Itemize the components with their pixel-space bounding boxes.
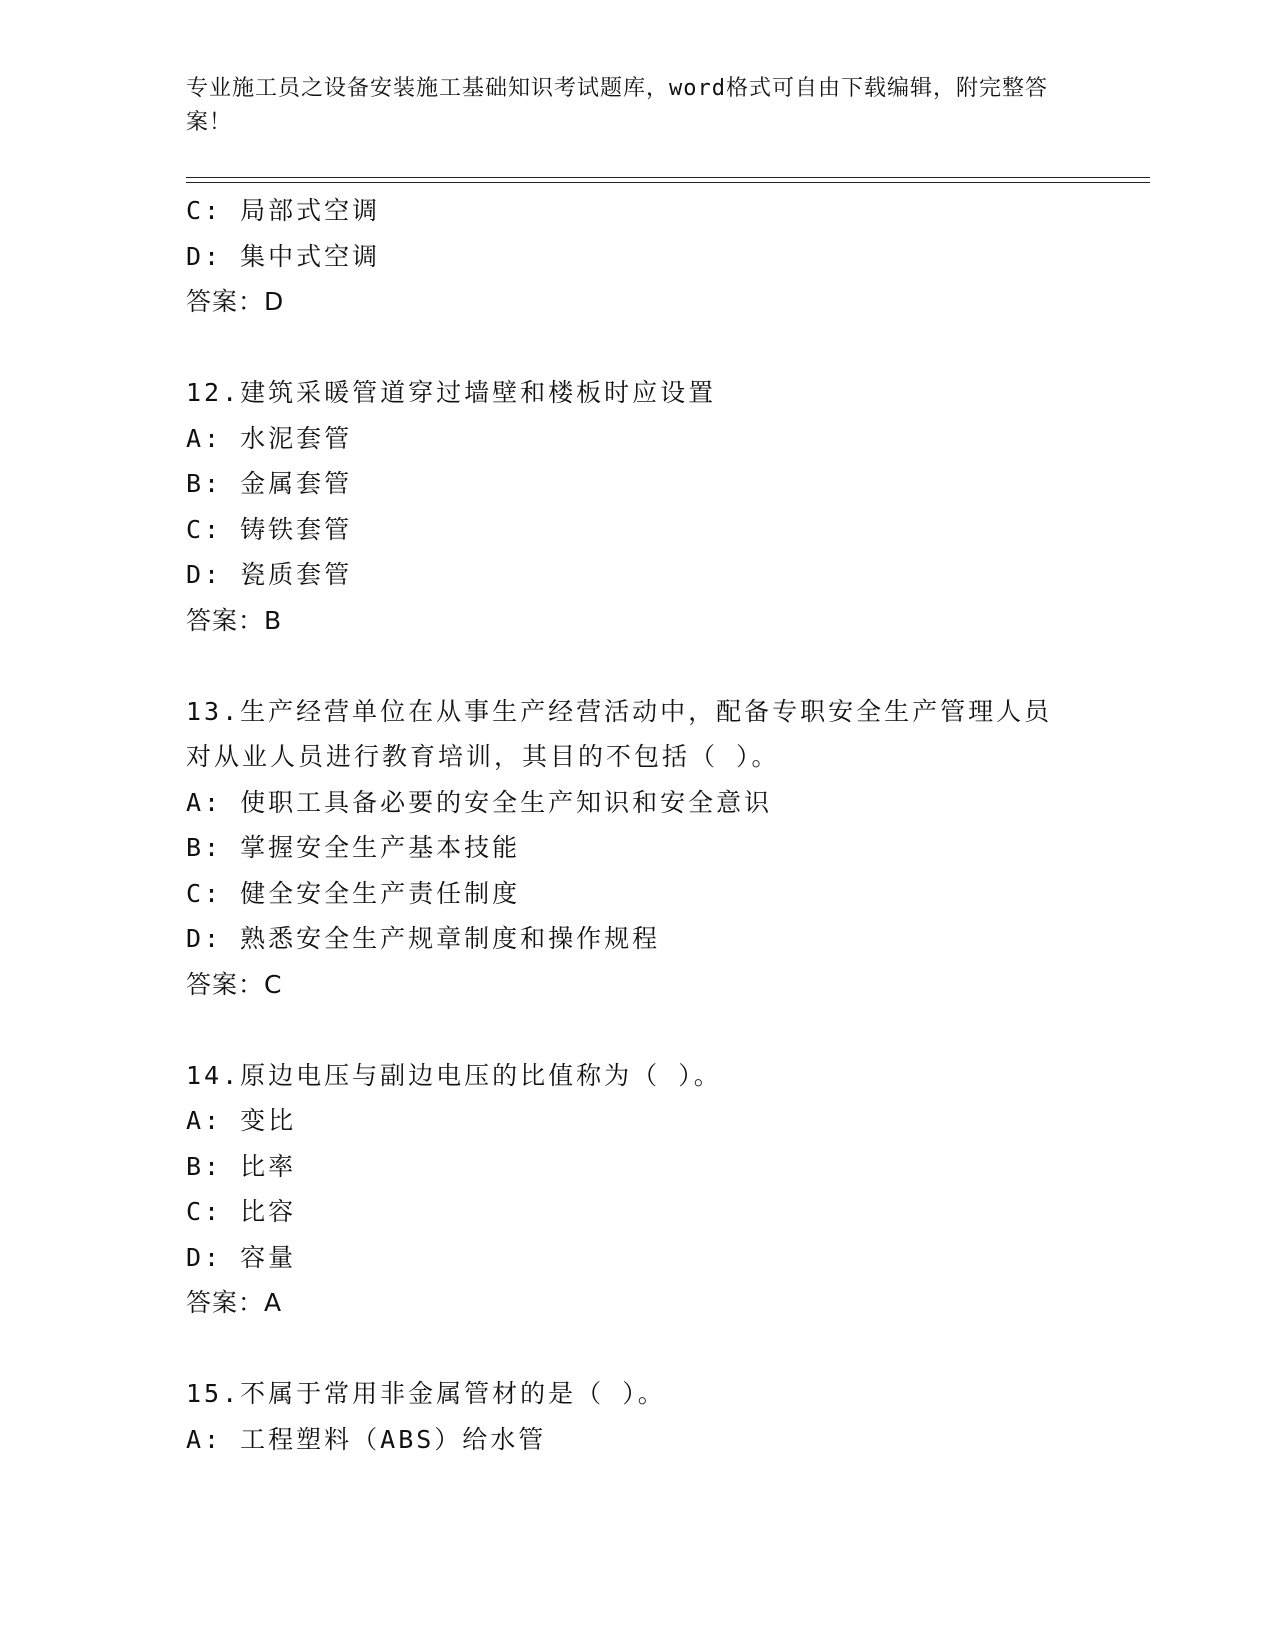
question-11-continued	[186, 188, 1086, 325]
question-stem: 12.建筑采暖管道穿过墙壁和楼板时应设置	[186, 378, 717, 407]
option-a: A: 变比	[186, 1106, 297, 1135]
option-c: C: 局部式空调	[186, 196, 381, 225]
option-b: B: 比率	[186, 1151, 297, 1181]
question-14	[186, 1053, 1086, 1326]
option-b: B: 掌握安全生产基本技能	[186, 833, 521, 862]
spacer	[186, 1326, 1086, 1372]
option-d: D: 集中式空调	[186, 241, 381, 271]
option-a: A: 使职工具备必要的安全生产知识和安全意识	[186, 787, 773, 817]
question-list	[186, 188, 1086, 1462]
option-c: C: 比容	[186, 1197, 297, 1226]
header-divider-bottom	[186, 182, 1150, 183]
option-d: D: 瓷质套管	[186, 560, 353, 589]
answer: 答案：C	[186, 969, 283, 999]
option-c: C: 健全安全生产责任制度	[186, 878, 521, 908]
spacer	[186, 325, 1086, 371]
option-b: B: 金属套管	[186, 469, 353, 498]
question-stem-continued: 对从业人员进行教育培训，其目的不包括（ ）。	[186, 742, 780, 771]
spacer	[186, 643, 1086, 689]
question-13	[186, 689, 1086, 1008]
question-stem: 13.生产经营单位在从事生产经营活动中，配备专职安全生产管理人员	[186, 696, 1053, 726]
option-d: D: 容量	[186, 1242, 297, 1272]
question-stem: 15.不属于常用非金属管材的是（ ）。	[186, 1379, 666, 1408]
document-header: 专业施工员之设备安装施工基础知识考试题库，word格式可自由下载编辑，附完整答案！	[186, 76, 1048, 135]
answer: 答案：D	[186, 287, 285, 316]
header-divider-top	[186, 177, 1150, 178]
answer: 答案：A	[186, 1288, 283, 1317]
option-d: D: 熟悉安全生产规章制度和操作规程	[186, 924, 661, 953]
question-15	[186, 1371, 1086, 1462]
answer: 答案：B	[186, 605, 283, 635]
option-c: C: 铸铁套管	[186, 514, 353, 544]
spacer	[186, 1007, 1086, 1053]
option-a: A: 水泥套管	[186, 423, 353, 453]
question-stem: 14.原边电压与副边电压的比值称为（ ）。	[186, 1060, 722, 1090]
option-a: A: 工程塑料（ABS）给水管	[186, 1424, 547, 1454]
question-12	[186, 370, 1086, 643]
